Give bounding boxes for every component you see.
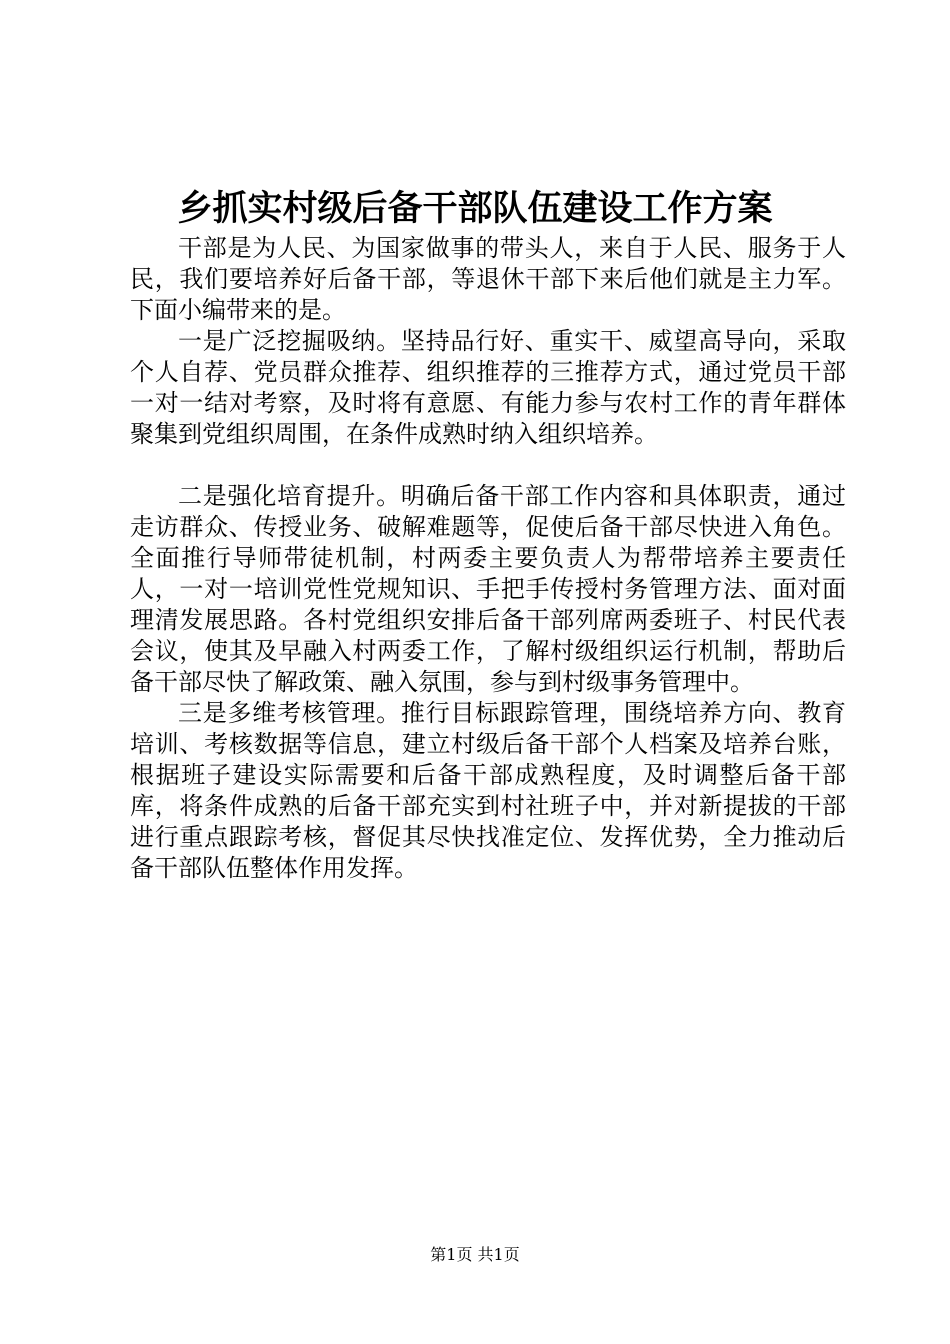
- paragraph-1: 一是广泛挖掘吸纳。坚持品行好、重实干、威望高导向，采取个人自荐、党员群众推荐、组织推荐的三推荐方式，通过党员干部一对一结对考察，及时将有意愿、有能力参与农村工作的青年群体聚集到党组织周围，在条件成熟时纳入组织培养。: [130, 327, 846, 448]
- page-footer: 第1页 共1页: [430, 1245, 520, 1264]
- document-title: 乡抓实村级后备干部队伍建设工作方案: [177, 188, 773, 229]
- paragraph-intro: 干部是为人民、为国家做事的带头人，来自于人民、服务于人民，我们要培养好后备干部，等退休干部下来后他们就是主力军。下面小编带来的是。: [130, 234, 846, 324]
- document-body: [130, 233, 846, 884]
- paragraph-2: 二是强化培育提升。明确后备干部工作内容和具体职责，通过走访群众、传授业务、破解难题等，促使后备干部尽快进入角色。全面推行导师带徒机制，村两委主要负责人为帮带培养主要责任人，一对一培训党性党规知识、手把手传授村务管理方法、面对面理清发展思路。各村党组织安排后备干部列席两委班子、村民代表会议，使其及早融入村两委工作，了解村级组织运行机制，帮助后备干部尽快了解政策、融入氛围，参与到村级事务管理中。: [130, 482, 846, 696]
- paragraph-3: 三是多维考核管理。推行目标跟踪管理，围绕培养方向、教育培训、考核数据等信息，建立村级后备干部个人档案及培养台账，根据班子建设实际需要和后备干部成熟程度，及时调整后备干部库，将条件成熟的后备干部充实到村社班子中，并对新提拔的干部进行重点跟踪考核，督促其尽快找准定位、发挥优势，全力推动后备干部队伍整体作用发挥。: [130, 699, 846, 882]
